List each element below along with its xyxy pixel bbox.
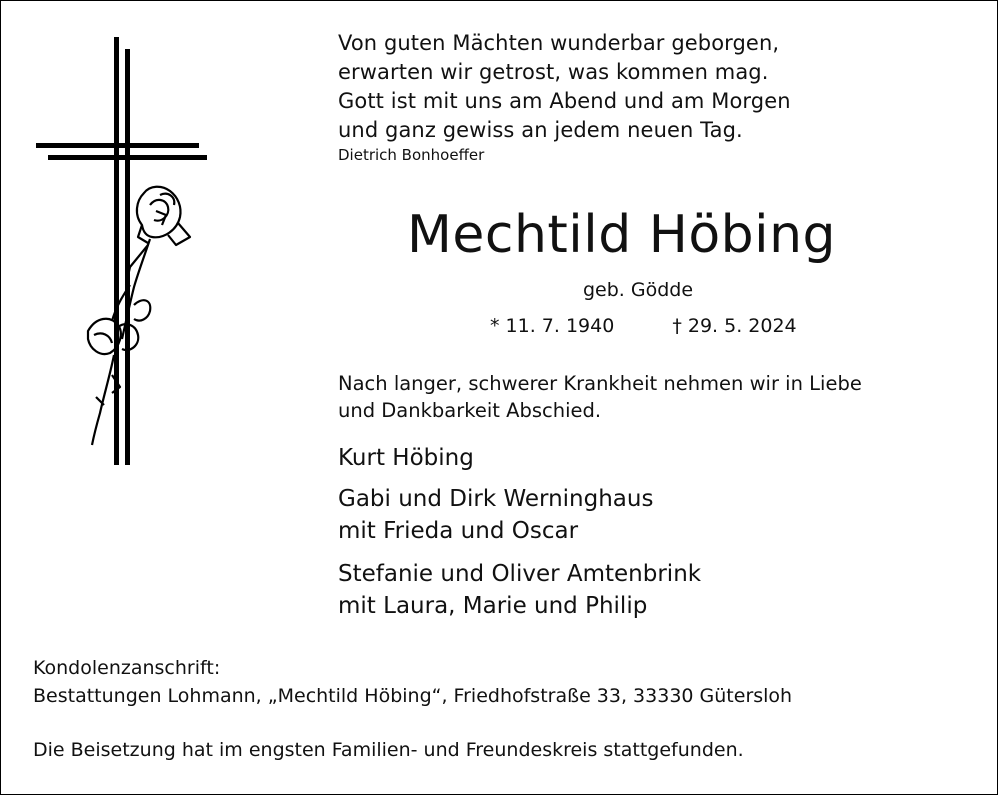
farewell-message xyxy=(338,370,862,424)
poem xyxy=(338,29,791,145)
message-line: und Dankbarkeit Abschied. xyxy=(338,399,602,422)
death-date: † 29. 5. 2024 xyxy=(672,315,797,337)
message-line: Nach langer, schwerer Krankheit nehmen wir in Liebe xyxy=(338,372,862,395)
poem-line: Von guten Mächten wunderbar geborgen, xyxy=(338,31,780,55)
condolence-label: Kondolenzanschrift: xyxy=(33,657,221,679)
family-line: Kurt Höbing xyxy=(338,445,474,471)
cross-with-rose-icon xyxy=(30,35,215,470)
family-group xyxy=(338,558,701,622)
family-line: Gabi und Dirk Werninghaus xyxy=(338,486,654,512)
birth-date: * 11. 7. 1940 xyxy=(490,315,615,337)
life-dates xyxy=(490,313,797,339)
condolence-text: Bestattungen Lohmann, „Mechtild Höbing“, Friedhofstraße 33, 33330 Gütersloh xyxy=(33,685,793,707)
family-line: Stefanie und Oliver Amtenbrink xyxy=(338,561,702,587)
poem-line: Gott ist mit uns am Abend und am Morgen xyxy=(338,89,791,113)
poem-line: und ganz gewiss an jedem neuen Tag. xyxy=(338,118,743,142)
deceased-name: Mechtild Höbing xyxy=(407,205,837,265)
family-line: mit Laura, Marie und Philip xyxy=(338,593,648,619)
poem-line: erwarten wir getrost, was kommen mag. xyxy=(338,60,769,84)
birth-name: geb. Gödde xyxy=(583,279,694,301)
family-group xyxy=(338,442,474,474)
burial-note: Die Beisetzung hat im engsten Familien- und Freundeskreis stattgefunden. xyxy=(33,739,744,761)
condolence-address xyxy=(33,654,792,710)
family-line: mit Frieda und Oscar xyxy=(338,518,579,544)
poem-author: Dietrich Bonhoeffer xyxy=(338,146,485,164)
family-group xyxy=(338,483,653,547)
